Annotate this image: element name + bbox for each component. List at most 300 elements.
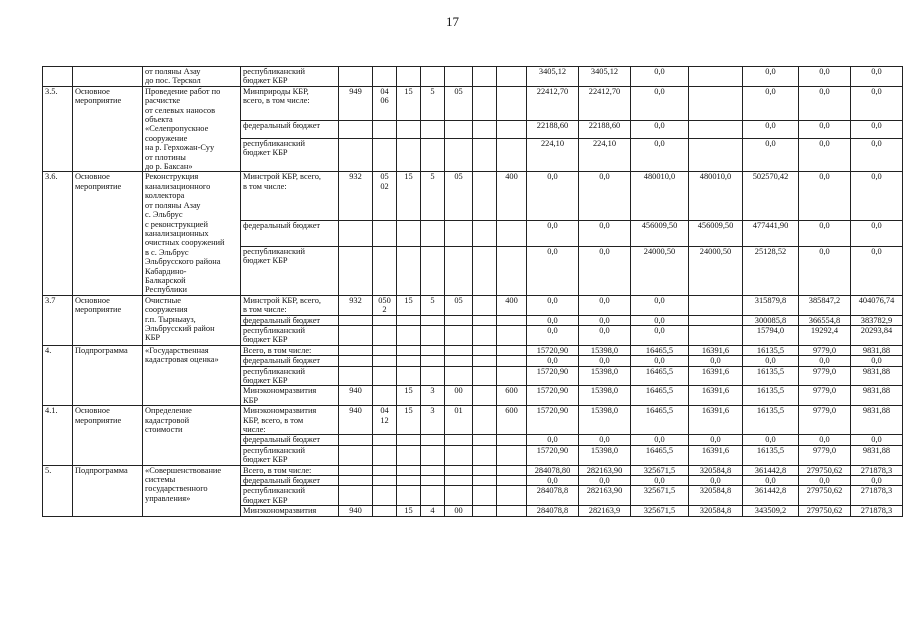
table-row [43,67,903,87]
amount-v5: 0,0 [743,138,799,172]
amount-v1: 15720,90 [527,406,579,435]
amount-v7: 9831,88 [851,345,903,355]
code-grbs [339,476,373,486]
code-cs4 [473,366,497,386]
code-grbs [339,486,373,506]
amount-v7: 0,0 [851,86,903,120]
code-grbs [339,345,373,355]
code-cs2 [421,67,445,87]
code-cs4 [473,67,497,87]
funding-source: федеральный бюджет [241,476,339,486]
amount-v7: 9831,88 [851,445,903,465]
amount-v6: 19292,4 [799,325,851,345]
amount-v1: 0,0 [527,476,579,486]
code-cs3 [445,315,473,325]
code-cs2 [421,435,445,445]
item-name: Проведение работ по расчистке от селевых наносов объекта «Селепропускное сооружение на р. Герхожан-Суу от плотины до р. Баксан» [143,86,241,172]
amount-v1: 15720,90 [527,386,579,406]
code-rz [373,138,397,172]
code-cs4 [473,86,497,120]
code-cs1 [397,366,421,386]
table-row [43,406,903,435]
code-rz [373,435,397,445]
code-vr [497,345,527,355]
amount-v5: 0,0 [743,67,799,87]
code-vr [497,486,527,506]
code-cs4 [473,315,497,325]
amount-v2: 282163,90 [579,465,631,475]
code-rz: 050 2 [373,295,397,315]
code-grbs [339,435,373,445]
code-cs4 [473,356,497,366]
funding-source: федеральный бюджет [241,435,339,445]
amount-v2: 224,10 [579,138,631,172]
code-cs2 [421,120,445,138]
amount-v3: 325671,5 [631,486,689,506]
code-rz: 04 06 [373,86,397,120]
amount-v3: 456009,50 [631,221,689,247]
amount-v5: 16135,5 [743,345,799,355]
code-rz [373,246,397,295]
code-rz: 04 12 [373,406,397,435]
amount-v1: 284078,8 [527,486,579,506]
code-vr: 400 [497,295,527,315]
item-number: 3.6. [43,172,73,295]
amount-v2: 15398,0 [579,345,631,355]
amount-v4: 16391,6 [689,445,743,465]
code-rz [373,345,397,355]
amount-v3: 0,0 [631,325,689,345]
amount-v3: 0,0 [631,86,689,120]
amount-v2: 22188,60 [579,120,631,138]
amount-v6: 9779,0 [799,406,851,435]
amount-v6: 279750,62 [799,506,851,516]
item-name: Реконструкция канализационного коллектора от поляны Азау с. Эльбрус с реконструкцией канализационных очистных сооружений в с. Эльбрус Эльбрусского района Кабардино- Балкарской Республики [143,172,241,295]
code-cs1 [397,315,421,325]
amount-v4: 16391,6 [689,406,743,435]
code-cs1 [397,345,421,355]
amount-v3: 325671,5 [631,506,689,516]
code-cs2 [421,315,445,325]
amount-v1: 22412,70 [527,86,579,120]
amount-v7: 404076,74 [851,295,903,315]
amount-v5: 361442,8 [743,465,799,475]
amount-v6: 9779,0 [799,445,851,465]
item-name: Определение кадастровой стоимости [143,406,241,465]
code-cs3 [445,345,473,355]
code-grbs: 932 [339,172,373,221]
code-cs3 [445,356,473,366]
amount-v7: 271878,3 [851,486,903,506]
amount-v7: 9831,88 [851,406,903,435]
amount-v7: 271878,3 [851,465,903,475]
funding-source: республиканский бюджет КБР [241,246,339,295]
code-vr [497,86,527,120]
code-grbs: 932 [339,295,373,315]
amount-v7: 271878,3 [851,506,903,516]
amount-v1: 0,0 [527,435,579,445]
amount-v4 [689,138,743,172]
code-cs1 [397,435,421,445]
code-cs3 [445,486,473,506]
amount-v4 [689,86,743,120]
funding-source: федеральный бюджет [241,315,339,325]
amount-v1: 15720,90 [527,366,579,386]
code-cs4 [473,476,497,486]
code-grbs [339,315,373,325]
amount-v5: 15794,0 [743,325,799,345]
funding-source: республиканский бюджет КБР [241,486,339,506]
code-grbs: 940 [339,386,373,406]
code-cs3 [445,138,473,172]
code-cs2: 3 [421,386,445,406]
code-cs2 [421,445,445,465]
amount-v4: 320584,8 [689,506,743,516]
amount-v5: 16135,5 [743,445,799,465]
amount-v2: 15398,0 [579,445,631,465]
amount-v5: 300085,8 [743,315,799,325]
table-row [43,295,903,315]
code-cs2 [421,345,445,355]
code-vr [497,325,527,345]
code-cs4 [473,435,497,445]
code-rz [373,325,397,345]
code-cs4 [473,465,497,475]
funding-source: Минстрой КБР, всего, в том числе: [241,172,339,221]
amount-v3: 0,0 [631,315,689,325]
code-cs1 [397,67,421,87]
amount-v2: 0,0 [579,172,631,221]
funding-source: Минэкономразвития КБР [241,386,339,406]
amount-v5: 16135,5 [743,406,799,435]
code-cs3 [445,325,473,345]
code-cs3 [445,465,473,475]
amount-v3: 0,0 [631,356,689,366]
amount-v2: 282163,9 [579,506,631,516]
code-vr [497,366,527,386]
code-grbs [339,120,373,138]
code-cs2: 5 [421,86,445,120]
table-row [43,86,903,120]
budget-table [42,66,903,517]
code-grbs [339,445,373,465]
funding-source: республиканский бюджет КБР [241,138,339,172]
item-type: Основное мероприятие [73,86,143,172]
amount-v6: 0,0 [799,172,851,221]
amount-v4: 16391,6 [689,366,743,386]
code-cs1: 15 [397,86,421,120]
amount-v7: 9831,88 [851,386,903,406]
item-number [43,67,73,87]
code-grbs [339,138,373,172]
funding-source: федеральный бюджет [241,221,339,247]
code-rz [373,486,397,506]
code-cs2 [421,486,445,506]
amount-v5: 361442,8 [743,486,799,506]
amount-v2: 0,0 [579,221,631,247]
amount-v7: 383782,9 [851,315,903,325]
code-rz [373,67,397,87]
amount-v2: 0,0 [579,356,631,366]
code-grbs [339,366,373,386]
code-cs3 [445,246,473,295]
amount-v1: 0,0 [527,246,579,295]
code-vr [497,120,527,138]
code-vr [497,67,527,87]
code-cs2 [421,465,445,475]
amount-v4: 16391,6 [689,345,743,355]
item-type: Основное мероприятие [73,295,143,345]
code-grbs [339,465,373,475]
amount-v3: 0,0 [631,435,689,445]
table-row [43,465,903,475]
amount-v1: 0,0 [527,172,579,221]
code-rz [373,465,397,475]
code-vr: 400 [497,172,527,221]
code-vr [497,445,527,465]
amount-v6: 0,0 [799,476,851,486]
code-cs3: 05 [445,295,473,315]
code-grbs [339,356,373,366]
code-rz [373,386,397,406]
code-vr [497,465,527,475]
amount-v3: 0,0 [631,295,689,315]
item-name: от поляны Азау до пос. Терскол [143,67,241,87]
code-rz [373,356,397,366]
code-cs4 [473,138,497,172]
code-cs2 [421,246,445,295]
amount-v5: 502570,42 [743,172,799,221]
amount-v2: 282163,90 [579,486,631,506]
code-cs3 [445,445,473,465]
amount-v4: 16391,6 [689,386,743,406]
amount-v6: 9779,0 [799,366,851,386]
amount-v2: 3405,12 [579,67,631,87]
item-type: Основное мероприятие [73,172,143,295]
amount-v5: 343509,2 [743,506,799,516]
page-number: 17 [446,14,459,29]
amount-v1: 0,0 [527,315,579,325]
amount-v1: 0,0 [527,295,579,315]
amount-v4: 320584,8 [689,465,743,475]
code-vr [497,506,527,516]
funding-source: Минстрой КБР, всего, в том числе: [241,295,339,315]
amount-v2: 0,0 [579,246,631,295]
amount-v5: 0,0 [743,476,799,486]
amount-v4: 320584,8 [689,486,743,506]
amount-v6: 9779,0 [799,386,851,406]
code-cs4 [473,221,497,247]
code-cs2 [421,476,445,486]
code-cs1 [397,138,421,172]
item-name: «Государственная кадастровая оценка» [143,345,241,405]
code-cs3 [445,476,473,486]
item-number: 5. [43,465,73,516]
code-cs1: 15 [397,406,421,435]
code-vr [497,356,527,366]
code-cs2: 5 [421,295,445,315]
code-cs4 [473,120,497,138]
code-cs1 [397,325,421,345]
amount-v6: 0,0 [799,356,851,366]
code-cs4 [473,406,497,435]
amount-v7: 0,0 [851,120,903,138]
amount-v3: 325671,5 [631,465,689,475]
code-cs1: 15 [397,295,421,315]
amount-v7: 20293,84 [851,325,903,345]
amount-v7: 0,0 [851,356,903,366]
amount-v2: 0,0 [579,295,631,315]
amount-v1: 224,10 [527,138,579,172]
amount-v3: 16465,5 [631,366,689,386]
code-grbs [339,67,373,87]
amount-v2: 0,0 [579,476,631,486]
amount-v6: 0,0 [799,138,851,172]
code-grbs [339,221,373,247]
code-grbs [339,246,373,295]
item-type: Подпрограмма [73,465,143,516]
amount-v3: 16465,5 [631,445,689,465]
amount-v6: 366554,8 [799,315,851,325]
funding-source: Всего, в том числе: [241,465,339,475]
amount-v2: 15398,0 [579,366,631,386]
code-cs3 [445,67,473,87]
code-cs3 [445,366,473,386]
code-vr: 600 [497,406,527,435]
amount-v3: 16465,5 [631,345,689,355]
code-rz [373,476,397,486]
item-number: 3.7 [43,295,73,345]
funding-source: республиканский бюджет КБР [241,67,339,87]
amount-v7: 0,0 [851,172,903,221]
amount-v7: 0,0 [851,246,903,295]
amount-v5: 0,0 [743,86,799,120]
amount-v3: 16465,5 [631,406,689,435]
amount-v1: 0,0 [527,221,579,247]
funding-source: федеральный бюджет [241,120,339,138]
amount-v5: 0,0 [743,435,799,445]
code-cs2: 4 [421,506,445,516]
code-cs4 [473,295,497,315]
code-cs1 [397,476,421,486]
amount-v2: 0,0 [579,435,631,445]
code-grbs: 949 [339,86,373,120]
funding-source: республиканский бюджет КБР [241,325,339,345]
amount-v5: 16135,5 [743,386,799,406]
amount-v3: 16465,5 [631,386,689,406]
code-cs4 [473,246,497,295]
amount-v1: 0,0 [527,356,579,366]
code-grbs: 940 [339,506,373,516]
code-cs2 [421,366,445,386]
amount-v5: 315879,8 [743,295,799,315]
amount-v1: 22188,60 [527,120,579,138]
code-cs4 [473,172,497,221]
amount-v4 [689,315,743,325]
amount-v2: 15398,0 [579,386,631,406]
code-cs4 [473,345,497,355]
code-cs3: 00 [445,506,473,516]
code-cs4 [473,325,497,345]
amount-v1: 284078,80 [527,465,579,475]
amount-v5: 477441,90 [743,221,799,247]
table-row [43,345,903,355]
code-vr: 600 [497,386,527,406]
code-vr [497,315,527,325]
item-type: Подпрограмма [73,345,143,405]
code-rz: 05 02 [373,172,397,221]
amount-v6: 0,0 [799,67,851,87]
amount-v4 [689,325,743,345]
code-grbs [339,325,373,345]
code-cs1 [397,246,421,295]
code-cs2 [421,138,445,172]
amount-v7: 0,0 [851,435,903,445]
funding-source: Минэкономразвития [241,506,339,516]
amount-v4: 0,0 [689,476,743,486]
code-rz [373,120,397,138]
amount-v3: 24000,50 [631,246,689,295]
code-cs2 [421,221,445,247]
item-name: Очистные сооружения г.п. Тырныауз, Эльбрусский район КБР [143,295,241,345]
funding-source: Минэкономразвития КБР, всего, в том числе: [241,406,339,435]
amount-v5: 25128,52 [743,246,799,295]
code-cs1 [397,356,421,366]
code-cs1 [397,465,421,475]
code-cs3: 00 [445,386,473,406]
amount-v4 [689,120,743,138]
code-cs2 [421,325,445,345]
amount-v4: 24000,50 [689,246,743,295]
amount-v3: 0,0 [631,120,689,138]
amount-v2: 0,0 [579,325,631,345]
amount-v6: 0,0 [799,435,851,445]
code-rz [373,445,397,465]
code-cs1: 15 [397,506,421,516]
amount-v6: 0,0 [799,221,851,247]
funding-source: федеральный бюджет [241,356,339,366]
code-cs1 [397,120,421,138]
amount-v4: 480010,0 [689,172,743,221]
amount-v1: 15720,90 [527,345,579,355]
code-cs3 [445,435,473,445]
code-cs4 [473,506,497,516]
amount-v1: 284078,8 [527,506,579,516]
amount-v5: 16135,5 [743,366,799,386]
item-type [73,67,143,87]
funding-source: Всего, в том числе: [241,345,339,355]
funding-source: Минприроды КБР, всего, в том числе: [241,86,339,120]
item-number: 4. [43,345,73,405]
code-rz [373,315,397,325]
code-vr [497,476,527,486]
code-cs3: 05 [445,86,473,120]
amount-v7: 0,0 [851,221,903,247]
item-name: «Совершенствование системы государственного управления» [143,465,241,516]
code-cs2: 3 [421,406,445,435]
code-cs1: 15 [397,386,421,406]
code-rz [373,366,397,386]
amount-v7: 0,0 [851,138,903,172]
code-cs1 [397,445,421,465]
code-cs3 [445,221,473,247]
amount-v4 [689,67,743,87]
amount-v4: 0,0 [689,356,743,366]
code-cs2: 5 [421,172,445,221]
amount-v6: 0,0 [799,86,851,120]
amount-v6: 0,0 [799,120,851,138]
amount-v2: 15398,0 [579,406,631,435]
